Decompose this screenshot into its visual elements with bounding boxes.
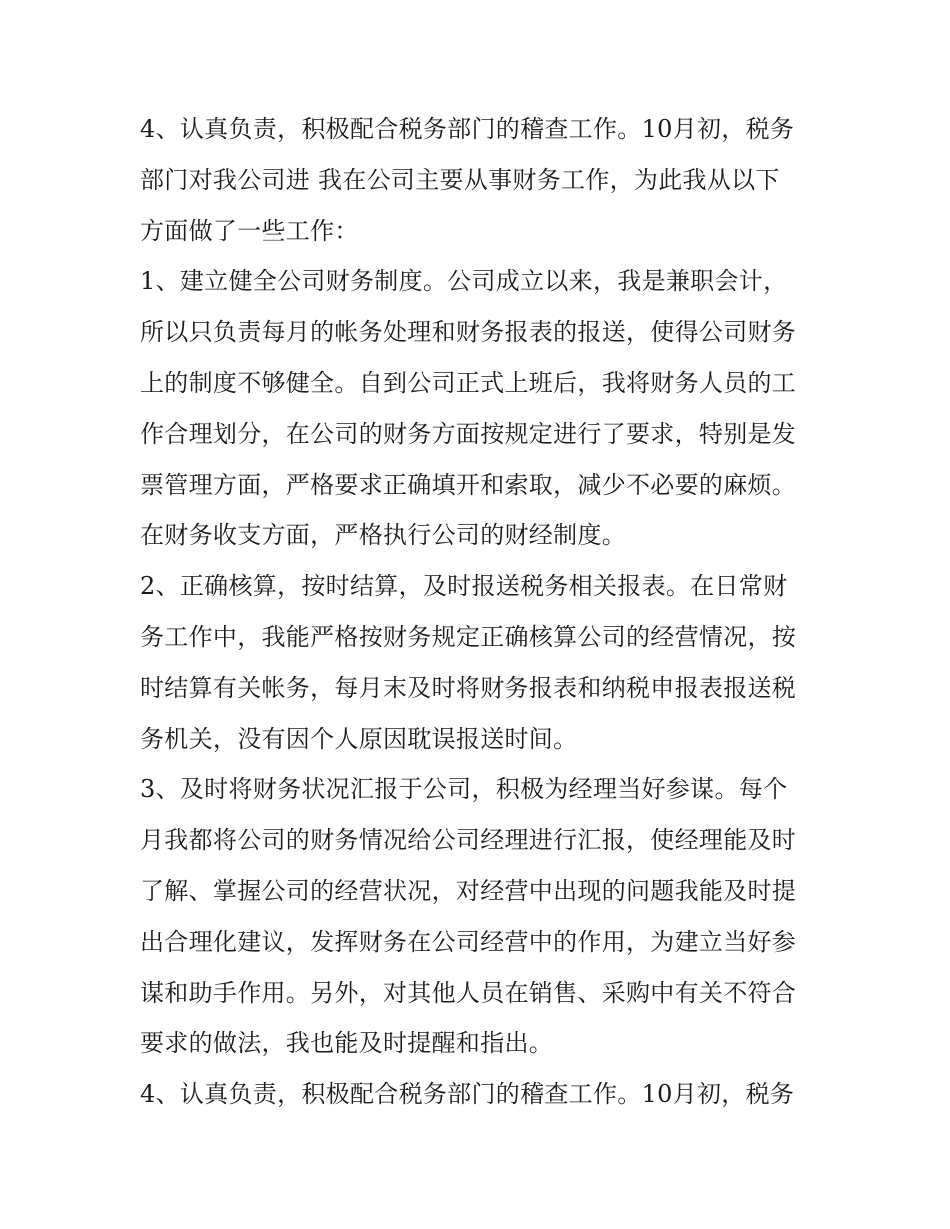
text-line: 3、及时将财务状况汇报于公司，积极为经理当好参谋。每个 <box>140 775 788 804</box>
text-line: 4、认真负责，积极配合税务部门的稽查工作。10月初，税务 <box>140 115 795 143</box>
text-line: 务机关，没有因个人原因耽误报送时间。 <box>140 724 578 753</box>
text-line: 作合理划分，在公司的财务方面按规定进行了要求，特别是发 <box>140 419 797 448</box>
text-line: 出合理化建议，发挥财务在公司经营中的作用，为建立当好参 <box>140 927 797 956</box>
text-line: 务工作中，我能严格按财务规定正确核算公司的经营情况，按 <box>140 622 797 651</box>
text-line: 时结算有关帐务，每月末及时将财务报表和纳税申报表报送税 <box>140 673 797 702</box>
text-line: 了解、掌握公司的经营状况，对经营中出现的问题我能及时提 <box>140 876 797 905</box>
text-line: 票管理方面，严格要求正确填开和索取，减少不必要的麻烦。 <box>140 470 797 499</box>
text-line: 上的制度不够健全。自到公司正式上班后，我将财务人员的工 <box>140 368 797 397</box>
text-line: 4、认真负责，积极配合税务部门的稽查工作。10月初，税务 <box>140 1080 795 1109</box>
text-line: 部门对我公司进 我在公司主要从事财务工作，为此我从以下 <box>140 165 780 194</box>
text-line: 在财务收支方面，严格执行公司的财经制度。 <box>140 521 626 550</box>
text-line: 月我都将公司的财务情况给公司经理进行汇报，使经理能及时 <box>140 826 797 855</box>
text-line: 2、正确核算，按时结算，及时报送税务相关报表。在日常财 <box>140 572 788 601</box>
text-line: 方面做了一些工作： <box>140 216 359 245</box>
document-body <box>140 104 812 1120</box>
text-line: 谋和助手作用。另外，对其他人员在销售、采购中有关不符合 <box>140 978 797 1007</box>
text-line: 1、建立健全公司财务制度。公司成立以来，我是兼职会计， <box>140 267 788 296</box>
text-line: 所以只负责每月的帐务处理和财务报表的报送，使得公司财务 <box>140 318 797 347</box>
text-line: 要求的做法，我也能及时提醒和指出。 <box>140 1029 554 1058</box>
